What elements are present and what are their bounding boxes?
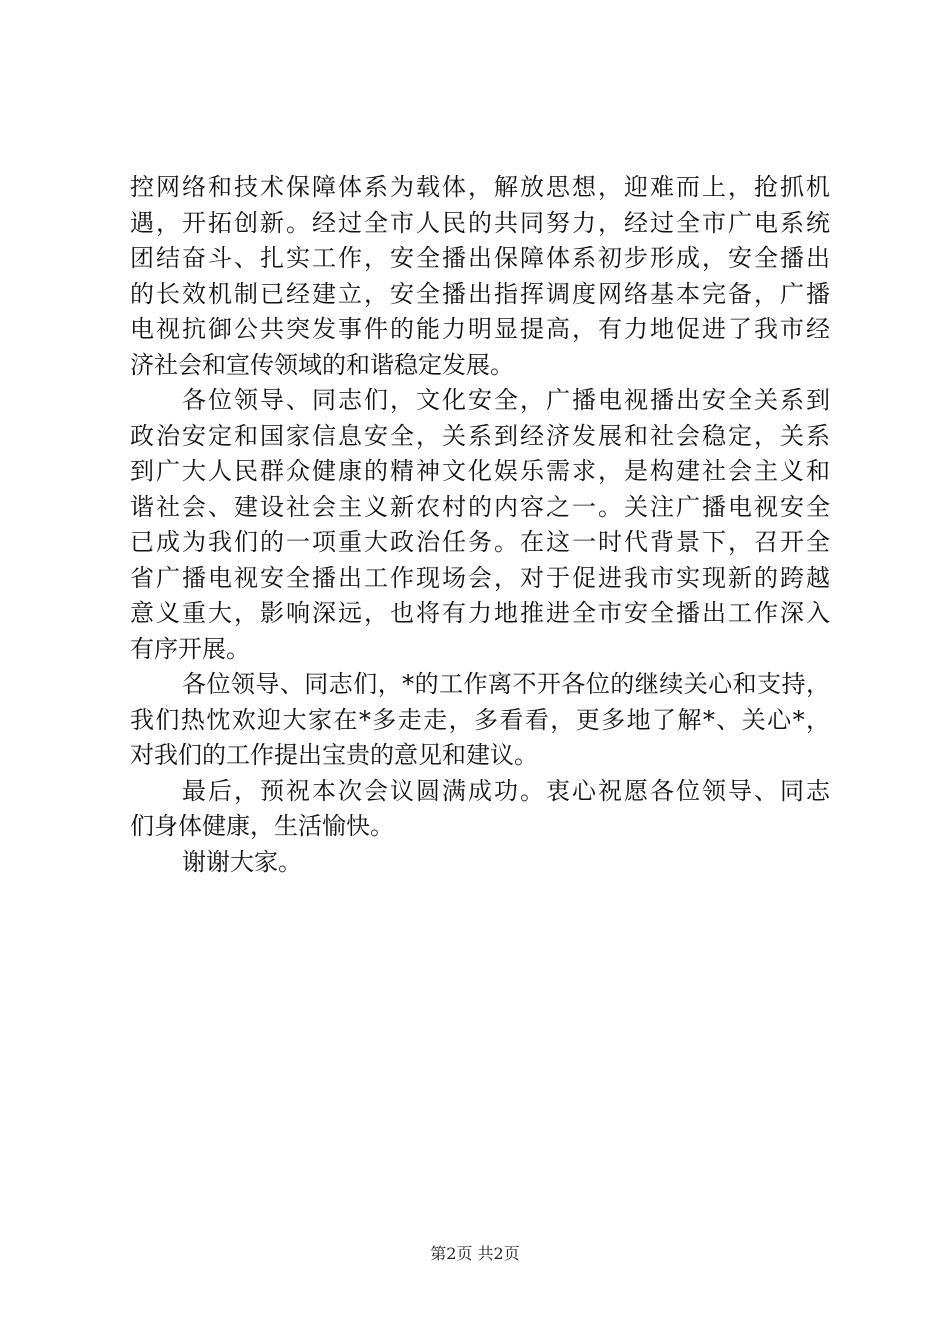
text-line: 各位领导、同志们，*的工作离不开各位的继续关心和支持， xyxy=(182,670,830,698)
paragraph-3 xyxy=(130,667,830,774)
text-line: 意义重大，影响深远，也将有力地推进全市安全播出工作深入 xyxy=(130,599,830,627)
text-line: 电视抗御公共突发事件的能力明显提高，有力地促进了我市经 xyxy=(130,315,830,343)
text-line: 各位领导、同志们，文化安全，广播电视播出安全关系到 xyxy=(182,386,830,414)
text-line: 谢谢大家。 xyxy=(182,847,302,876)
text-line: 遇，开拓创新。经过全市人民的共同努力，经过全市广电系统 xyxy=(130,208,830,237)
paragraph-1 xyxy=(130,170,830,383)
paragraph-4 xyxy=(130,774,830,845)
text-line: 到广大人民群众健康的精神文化娱乐需求，是构建社会主义和 xyxy=(130,457,830,485)
text-line: 的长效机制已经建立，安全播出指挥调度网络基本完备，广播 xyxy=(130,279,830,308)
document-body xyxy=(130,170,830,880)
paragraph-5 xyxy=(130,845,830,881)
page-number-footer: 第2页 共2页 xyxy=(430,1244,520,1263)
paragraph-2 xyxy=(130,383,830,667)
text-line: 省广播电视安全播出工作现场会，对于促进我市实现新的跨越 xyxy=(130,563,830,592)
text-line: 有序开展。 xyxy=(130,634,250,663)
text-line: 已成为我们的一项重大政治任务。在这一时代背景下，召开全 xyxy=(130,528,830,556)
text-line: 对我们的工作提出宝贵的意见和建议。 xyxy=(130,741,538,769)
text-line: 最后，预祝本次会议圆满成功。衷心祝愿各位领导、同志 xyxy=(182,776,830,805)
text-line: 政治安定和国家信息安全，关系到经济发展和社会稳定，关系 xyxy=(130,421,830,450)
text-line: 谐社会、建设社会主义新农村的内容之一。关注广播电视安全 xyxy=(130,492,830,521)
text-line: 们身体健康，生活愉快。 xyxy=(130,812,394,840)
text-line: 控网络和技术保障体系为载体，解放思想，迎难而上，抢抓机 xyxy=(130,173,830,201)
text-line: 济社会和宣传领域的和谐稳定发展。 xyxy=(130,350,514,379)
text-line: 我们热忱欢迎大家在*多走走，多看看，更多地了解*、关心*， xyxy=(130,705,830,734)
text-line: 团结奋斗、扎实工作，安全播出保障体系初步形成，安全播出 xyxy=(130,244,830,272)
